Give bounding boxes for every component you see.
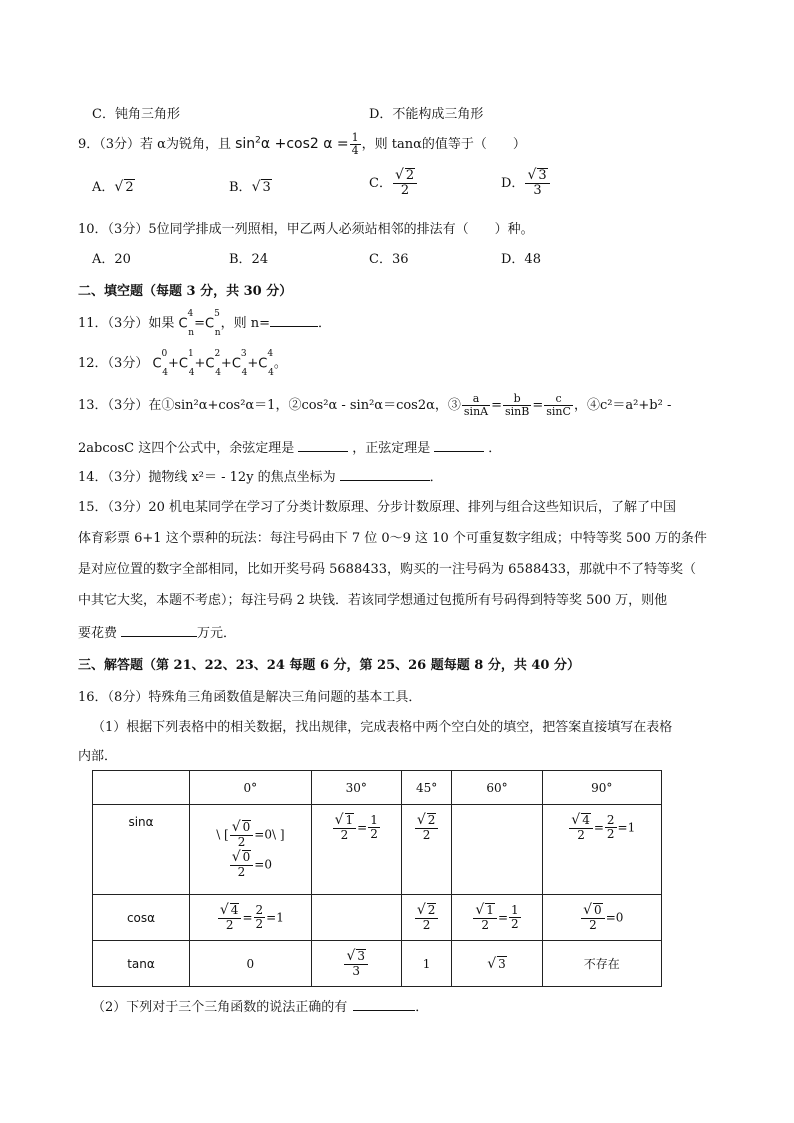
- q16-part1-line-2: 内部．: [78, 749, 118, 764]
- sin-90deg-cell: $\frac{√ 4}{2}$ = $\frac{2}{2}$ =1: [542, 805, 661, 895]
- q8-option-c: C．钝角三角形: [92, 107, 180, 122]
- cos-0deg-cell: $\frac{√ 4}{2}$ = $\frac{2}{2}$ =1: [190, 895, 312, 941]
- tan-30deg-cell: $\frac{√ 3}{3}$: [311, 941, 401, 987]
- q10-stem: 10．（3分）5位同学排成一列照相，甲乙两人必须站相邻的排法有（ ）种。: [78, 222, 534, 237]
- q15-line-4: 中其它大奖，本题不考虑）；每注号码 2 块钱．若该同学想通过包揽所有号码得到特等奖 500 万，则他: [78, 593, 668, 608]
- q10-option-b: B．24: [229, 252, 269, 267]
- q8-option-d: D．不能构成三角形: [369, 107, 484, 122]
- q9-option-b: B．√ 3: [229, 179, 271, 195]
- tan-45deg-cell: 1: [401, 941, 452, 987]
- q11-stem: 11．（3分）如果 $C^4_n=C^5_n$，则 n= ．: [78, 308, 332, 338]
- q15-line-3: 是对应位置的数字全部相同，比如开奖号码 5688433，购买的一注号码为 6588433，那就中不了特等奖（: [78, 562, 697, 577]
- sin-30deg-cell: $\frac{√ 1}{2}$ = $\frac{1}{2}$: [311, 805, 401, 895]
- q15-line-5: 要花费 万元．: [78, 626, 237, 641]
- trig-value-table: [92, 770, 662, 987]
- q16-part1-line-1: （1）根据下列表格中的相关数据，找出规律，完成表格中两个空白处的填空，把答案直接填写在表格: [92, 720, 673, 735]
- tan-60deg-cell: √ 3: [452, 941, 542, 987]
- q9-prefix: 9．（3分）若 α为锐角，且: [78, 137, 231, 153]
- sin-0deg-cell: \ [ $\frac{√ 0}{2}$ =0\ ] $\frac{√ 0}{2}$ =0: [190, 805, 312, 895]
- q9-option-a: A．√ 2: [92, 179, 134, 195]
- q15-line-1: 15．（3分）20 机电某同学在学习了分类计数原理、分步计数原理、排列与组合这些知识后，了解了中国: [78, 500, 676, 515]
- q16-part2-blank[interactable]: [353, 998, 415, 1011]
- cos-60deg-cell: $\frac{√ 1}{2}$ = $\frac{1}{2}$: [452, 895, 542, 941]
- q9-expr-sin: sin: [235, 136, 256, 153]
- q12-stem: 12．（3分） $C^0_4+C^1_4+C^2_4+C^3_4+C^4_4$。: [78, 348, 287, 378]
- cos-45deg-cell: $\frac{√ 2}{2}$: [401, 895, 452, 941]
- row-label-cos: cosα: [93, 895, 190, 941]
- section-2-heading: 二、填空题（每题 3 分，共 30 分）: [78, 284, 293, 299]
- table-row-cos: [93, 895, 662, 941]
- header-45deg: 45°: [401, 771, 452, 805]
- q9-frac-num: 1: [351, 131, 359, 144]
- q11-answer-blank[interactable]: [270, 314, 318, 327]
- q9-suffix: ，则 tanα的值等于（ ）: [361, 137, 526, 153]
- tan-90deg-cell: 不存在: [542, 941, 661, 987]
- q15-line-2: 体育彩票 6+1 这个票种的玩法：每注号码由下 7 位 0～9 这 10 个可重复数字组成；中特等奖 500 万的条件: [78, 531, 707, 546]
- header-0deg: 0°: [190, 771, 312, 805]
- q16-part2: （2）下列对于三个三角函数的说法正确的有 ．: [92, 1000, 429, 1015]
- table-row-sin: [93, 805, 662, 895]
- sin-60deg-blank-cell[interactable]: [452, 805, 542, 895]
- q10-option-a: A．20: [92, 252, 131, 267]
- row-label-tan: tanα: [93, 941, 190, 987]
- q13-sine-blank[interactable]: [434, 439, 484, 452]
- row-label-sin: sinα: [93, 805, 190, 895]
- q13-cosine-blank[interactable]: [298, 439, 348, 452]
- q10-option-d: D．48: [501, 252, 541, 267]
- header-30deg: 30°: [311, 771, 401, 805]
- sin-45deg-cell: $\frac{√ 2}{2}$: [401, 805, 452, 895]
- q9-stem: 9．（3分）若 α为锐角，且 $\sin^2\alpha +\cos 2$ α = $\frac{1}{4}$ ，则 tanα的值等于（ ）: [78, 131, 526, 158]
- q10-option-c: C．36: [369, 252, 409, 267]
- header-60deg: 60°: [452, 771, 542, 805]
- table-row-tan: [93, 941, 662, 987]
- q16-title: 16．（8分）特殊角三角函数值是解决三角问题的基本工具．: [78, 690, 422, 705]
- q9-frac-den: 4: [351, 144, 359, 158]
- q14-answer-blank[interactable]: [340, 468, 430, 481]
- q9-option-c: C． $\frac{√ 2}{2}$: [369, 168, 418, 199]
- q9-option-d: D． $\frac{√ 3}{3}$: [501, 168, 551, 199]
- q15-answer-blank[interactable]: [121, 624, 197, 637]
- cos-30deg-blank-cell[interactable]: [311, 895, 401, 941]
- cos-90deg-cell: $\frac{√ 0}{2}$ =0: [542, 895, 661, 941]
- header-90deg: 90°: [542, 771, 661, 805]
- section-3-heading: 三、解答题（第 21、22、23、24 每题 6 分，第 25、26 题每题 8 分，共 40 分）: [78, 658, 580, 673]
- table-header-row: [93, 771, 662, 805]
- q14-stem: 14．（3分）抛物线 x²＝ - 12y 的焦点坐标为 ．: [78, 470, 443, 485]
- q13-line-2: 2abcosC 这四个公式中，余弦定理是 ，正弦定理是 ．: [78, 441, 502, 456]
- q13-line-1: 13．（3分）在①sin²α+cos²α＝1，②cos²α - sin²α＝cos2α，③ $\frac{a}{\sin A}$ = $\frac{b}{\sin B}$ = $\frac{c}{\sin C}$ ，④c²＝a²+b² -: [78, 392, 672, 419]
- table-corner-cell: [93, 771, 190, 805]
- tan-0deg-cell: 0: [190, 941, 312, 987]
- q9-expr-cos: α +cos2 α =: [260, 136, 349, 153]
